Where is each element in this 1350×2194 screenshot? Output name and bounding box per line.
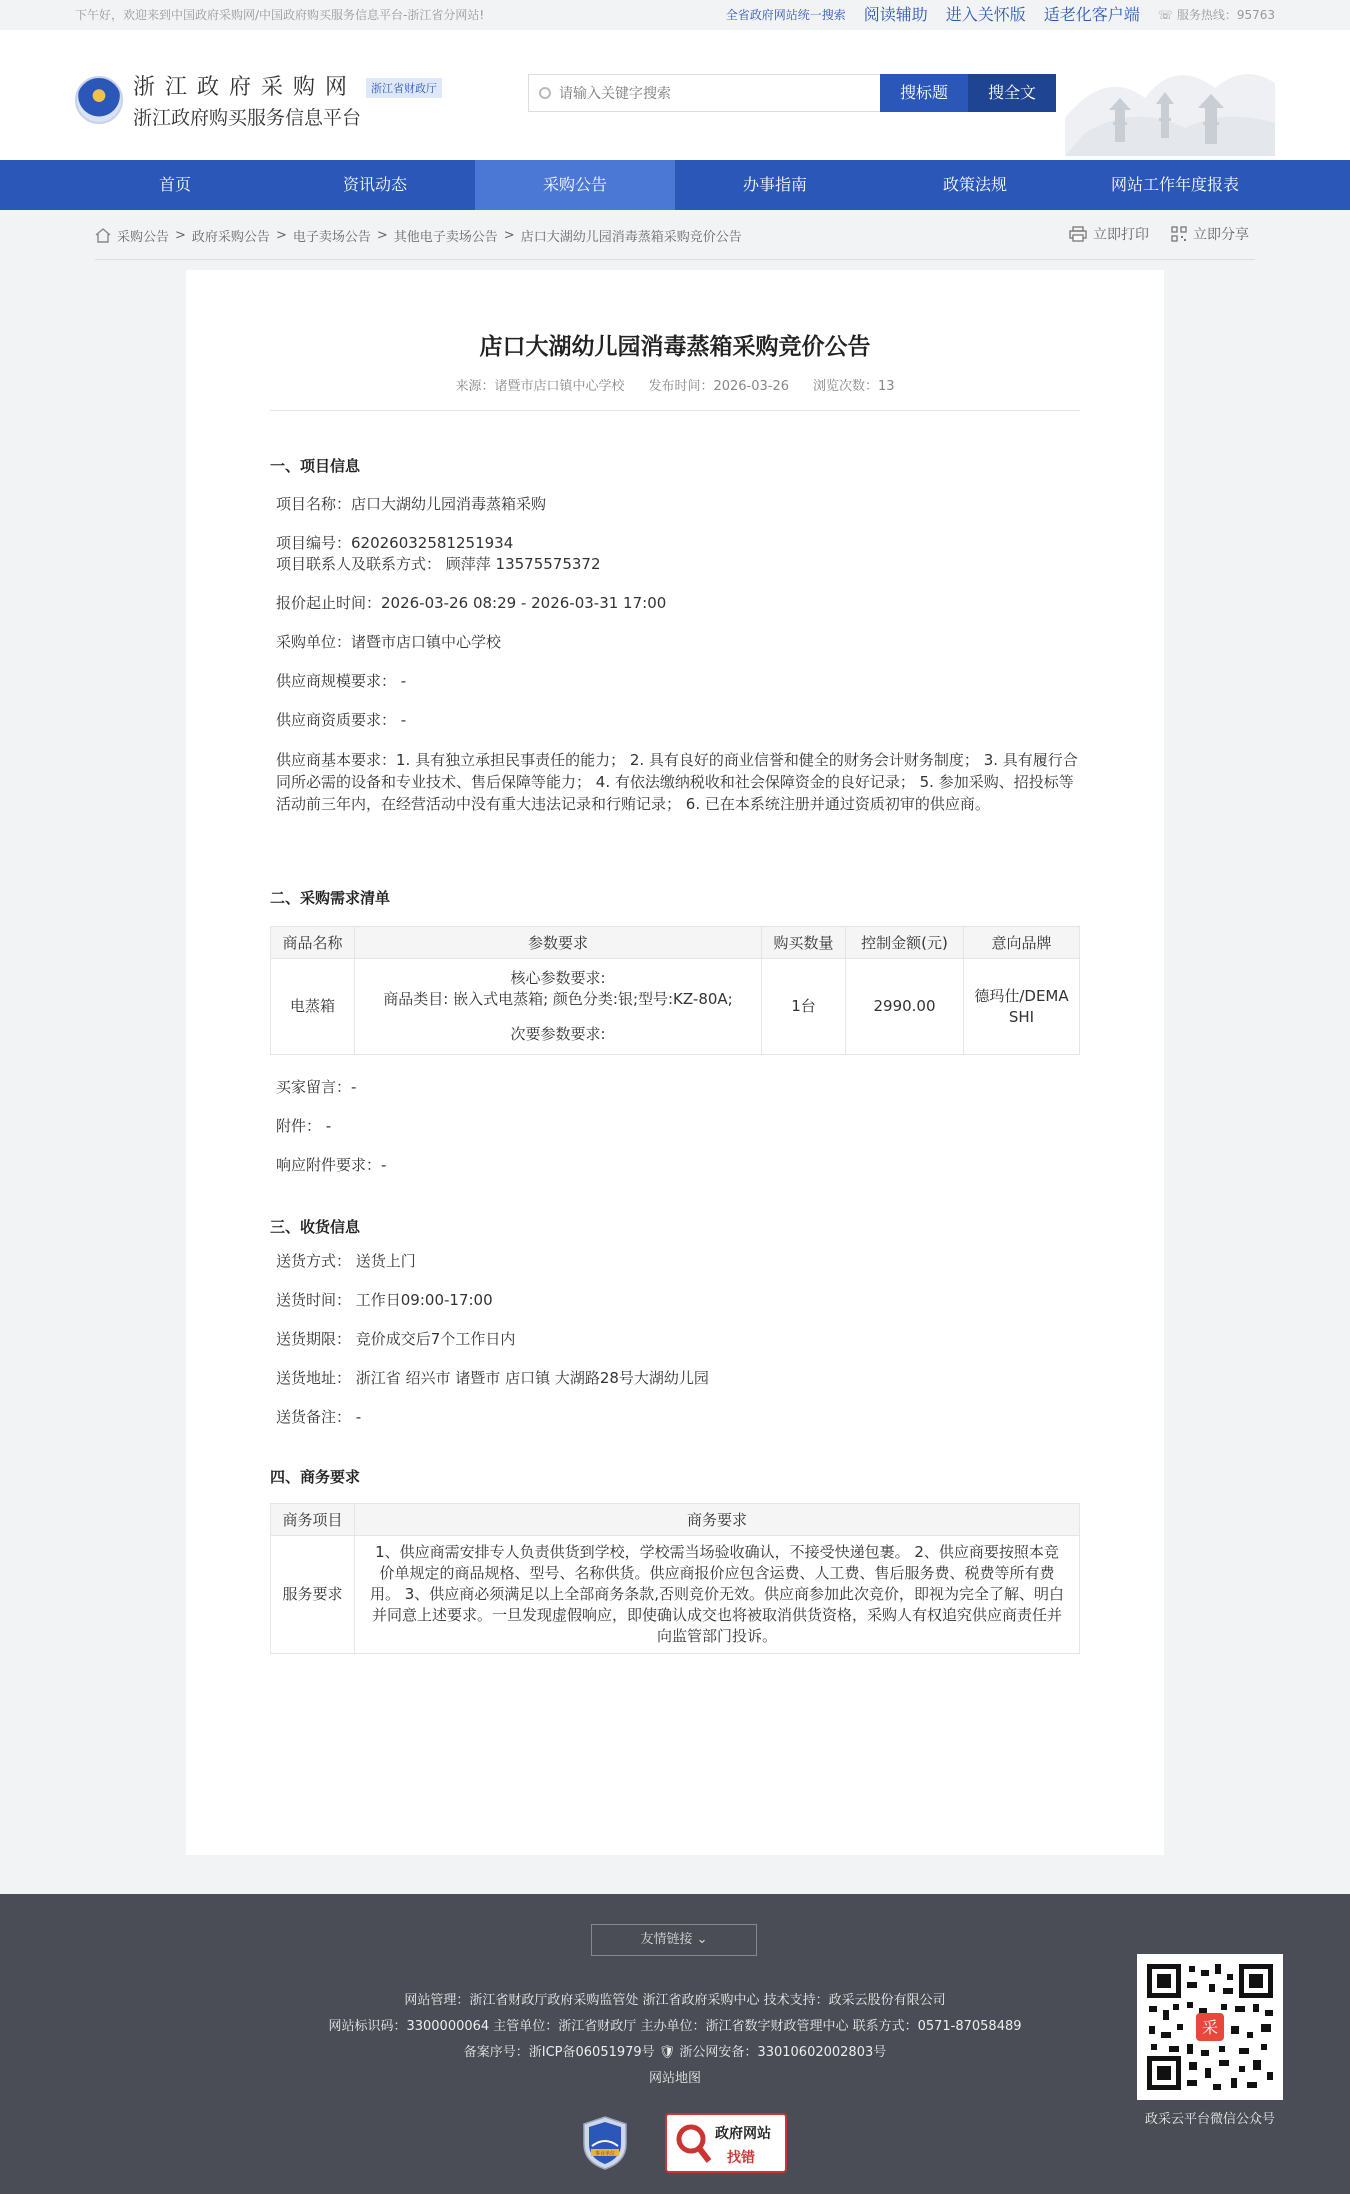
attachment: 附件： -	[276, 1117, 332, 1135]
badge-line1: 政府网站	[715, 2126, 771, 2142]
project-contact: 项目联系人及联系方式： 顾萍萍 13575575372	[276, 555, 601, 573]
article-source: 来源：诸暨市店口镇中心学校	[455, 379, 625, 394]
column-header: 商品名称	[271, 927, 355, 959]
breadcrumb-item[interactable]: 其他电子卖场公告	[393, 230, 498, 245]
nav-guide[interactable]: 办事指南	[742, 175, 807, 194]
phone-icon: ☏	[1157, 8, 1173, 22]
section-project-info-title: 一、项目信息	[270, 457, 361, 475]
breadcrumb-item[interactable]: 电子卖场公告	[292, 230, 371, 245]
section-requirements-title: 二、采购需求清单	[270, 889, 391, 907]
top-bar	[0, 0, 1350, 30]
elder-client-link[interactable]: 适老化客户端	[1043, 5, 1140, 24]
nav-news[interactable]: 资讯动态	[342, 175, 407, 194]
quote-time: 报价起止时间：2026-03-26 08:29 - 2026-03-31 17:00	[276, 594, 667, 612]
badge-line2: 找错	[727, 2150, 755, 2166]
read-assist-link[interactable]: 阅读辅助	[863, 5, 928, 24]
article-meta	[270, 375, 1080, 394]
search-box[interactable]	[528, 74, 880, 112]
search-input[interactable]	[559, 85, 859, 101]
sitemap-link[interactable]: 网站地图	[648, 2071, 701, 2086]
public-institution-badge-icon[interactable]	[582, 2116, 628, 2170]
logo-line1: 浙江政府采购网	[133, 75, 358, 100]
magnifier-icon	[673, 2117, 713, 2169]
qrcode-image	[1143, 1960, 1277, 2094]
printer-icon	[1069, 226, 1087, 242]
nav-home[interactable]: 首页	[158, 175, 191, 194]
response-attachment-requirement: 响应附件要求：-	[276, 1156, 387, 1174]
emblem-icon	[75, 76, 123, 124]
search-title-button[interactable]: 搜标题	[880, 74, 968, 112]
footer-line3: 备案序号：浙ICP备06051979号 🛡 浙公网安备：33010602002803号	[463, 2045, 887, 2060]
footer-line1: 网站管理：浙江省财政厅政府采购监管处 浙江省政府采购中心 技术支持：政采云股份有限公司	[404, 1993, 946, 2008]
article-views: 浏览次数：13	[813, 379, 895, 394]
share-button[interactable]: 立即分享	[1171, 224, 1249, 244]
nav-policy[interactable]: 政策法规	[942, 175, 1007, 194]
column-header: 购买数量	[762, 927, 846, 959]
article-title: 店口大湖幼儿园消毒蒸箱采购竞价公告	[479, 334, 871, 360]
svg-text:事业单位: 事业单位	[594, 2151, 616, 2157]
supplier-scale: 供应商规模要求： -	[276, 672, 407, 690]
wechat-qrcode	[1137, 1954, 1283, 2100]
article-card	[186, 270, 1164, 1855]
site-footer	[0, 1894, 1350, 2194]
finance-dept-tag: 浙江省财政厅	[366, 78, 442, 98]
nav-annual-report[interactable]: 网站工作年度报表	[1110, 175, 1239, 194]
breadcrumb-item[interactable]: 采购公告	[117, 230, 170, 245]
column-header: 意向品牌	[964, 927, 1080, 959]
logo-line2: 浙江政府购买服务信息平台	[133, 107, 362, 129]
care-mode-link[interactable]: 进入关怀版	[945, 5, 1026, 24]
main-nav	[0, 160, 1350, 210]
footer-line2: 网站标识码：3300000064 主管单位：浙江省财政厅 主办单位：浙江省数字财政管理中心 联系方式：0571-87058489	[328, 2019, 1022, 2034]
section-delivery-title: 三、收货信息	[270, 1218, 361, 1236]
brand-cell: 德玛仕/DEMASHI	[964, 959, 1080, 1055]
breadcrumb-current: 店口大湖幼儿园消毒蒸箱采购竞价公告	[520, 230, 742, 245]
column-header: 商务要求	[355, 1504, 1080, 1536]
table-header-row	[271, 927, 1080, 959]
site-header	[0, 30, 1350, 160]
nav-procurement-notice[interactable]: 采购公告	[475, 160, 675, 210]
search-all-link[interactable]: 全省政府网站统一搜索	[725, 8, 846, 22]
qrcode-label: 政采云平台微信公众号	[1144, 2112, 1275, 2127]
business-item-cell: 服务要求	[271, 1536, 355, 1654]
welcome-text: 下午好，欢迎来到中国政府采购网/中国政府购买服务信息平台-浙江省分网站!	[75, 8, 485, 22]
print-button[interactable]: 立即打印	[1069, 224, 1149, 244]
core-params-title: 核心参数要求:	[510, 969, 606, 987]
qrcode-icon	[1171, 226, 1187, 242]
product-name-cell: 电蒸箱	[271, 959, 355, 1055]
breadcrumb-item[interactable]: 政府采购公告	[191, 230, 270, 245]
quantity-cell: 1台	[762, 959, 846, 1055]
buyer-unit: 采购单位：诸暨市店口镇中心学校	[276, 633, 502, 651]
section-business-title: 四、商务要求	[270, 1468, 361, 1486]
column-header: 商务项目	[271, 1504, 355, 1536]
secondary-params-title: 次要参数要求:	[510, 1025, 606, 1043]
table-row	[271, 959, 1080, 1055]
table-row	[271, 1536, 1080, 1654]
amount-cell: 2990.00	[846, 959, 964, 1055]
params-cell	[355, 959, 762, 1055]
search-bar	[528, 74, 1056, 112]
svg-text:采: 采	[1201, 2018, 1219, 2037]
search-fulltext-button[interactable]: 搜全文	[968, 74, 1056, 112]
project-no: 项目编号：62026032581251934	[276, 534, 514, 552]
supplier-basic-requirements: 供应商基本要求：1. 具有独立承担民事责任的能力； 2. 具有良好的商业信誉和健全的财务会计财务制度； 3. 具有履行合同所必需的设备和专业技术、售后保障等能力； 4. 有依法缴纳税收和社会保障资金的良好记录； 5. 参加采购、招投标等活动前三年内，在经营活动中没有重大违法记录和行贿记录； 6. 已在本系统注册并通过资质初审的供应商。	[276, 751, 1078, 813]
gov-site-error-report-badge[interactable]	[665, 2113, 787, 2173]
column-header: 控制金额(元)	[846, 927, 964, 959]
breadcrumb: 采购公告 > 政府采购公告 > 电子卖场公告 > 其他电子卖场公告 > 店口大湖幼儿园消毒蒸箱采购竞价公告 立即打印 立即分享	[75, 210, 1275, 260]
divider	[270, 410, 1080, 411]
friendly-links-dropdown[interactable]: 友情链接 ⌄	[591, 1924, 757, 1956]
pagoda-landscape-decoration	[1065, 38, 1275, 156]
business-content-cell: 1、供应商需安排专人负责供货到学校，学校需当场验收确认，不接受快递包裹。 2、供应商要按照本竞价单规定的商品规格、型号、名称供货。供应商报价应包含运费、人工费、售后服务费、税费等所有费用。 3、供应商必须满足以上全部商务条款,否则竞价无效。供应商参加此次竞价，即视为完全了解、明白并同意上述要求。一旦发现虚假响应，即使确认成交也将被取消供货资格，采购人有权追究供应商责任并向监管部门投诉。	[355, 1536, 1080, 1654]
delivery-method: 送货方式： 送货上门	[276, 1252, 416, 1270]
search-icon	[539, 87, 551, 99]
top-links	[726, 0, 1275, 30]
hotline: ☏ 服务热线：95763	[1158, 0, 1275, 30]
home-icon[interactable]	[95, 228, 111, 243]
delivery-time: 送货时间： 工作日09:00-17:00	[276, 1291, 493, 1309]
delivery-period: 送货期限： 竞价成交后7个工作日内	[276, 1330, 516, 1348]
requirements-table	[270, 926, 1080, 1055]
column-header: 参数要求	[355, 927, 762, 959]
core-params: 商品类目: 嵌入式电蒸箱; 颜色分类:银;型号:KZ-80A;	[383, 990, 733, 1008]
business-table	[270, 1503, 1080, 1654]
supplier-qualification: 供应商资质要求： -	[276, 711, 407, 729]
delivery-address: 送货地址： 浙江省 绍兴市 诸暨市 店口镇 大湖路28号大湖幼儿园	[276, 1369, 709, 1387]
table-header-row	[271, 1504, 1080, 1536]
buyer-note: 买家留言：-	[276, 1078, 357, 1096]
divider	[95, 259, 1255, 260]
delivery-note: 送货备注： -	[276, 1408, 362, 1426]
site-logo[interactable]	[75, 70, 361, 130]
article-publish-time: 发布时间：2026-03-26	[648, 379, 790, 394]
project-name: 项目名称：店口大湖幼儿园消毒蒸箱采购	[276, 495, 547, 513]
